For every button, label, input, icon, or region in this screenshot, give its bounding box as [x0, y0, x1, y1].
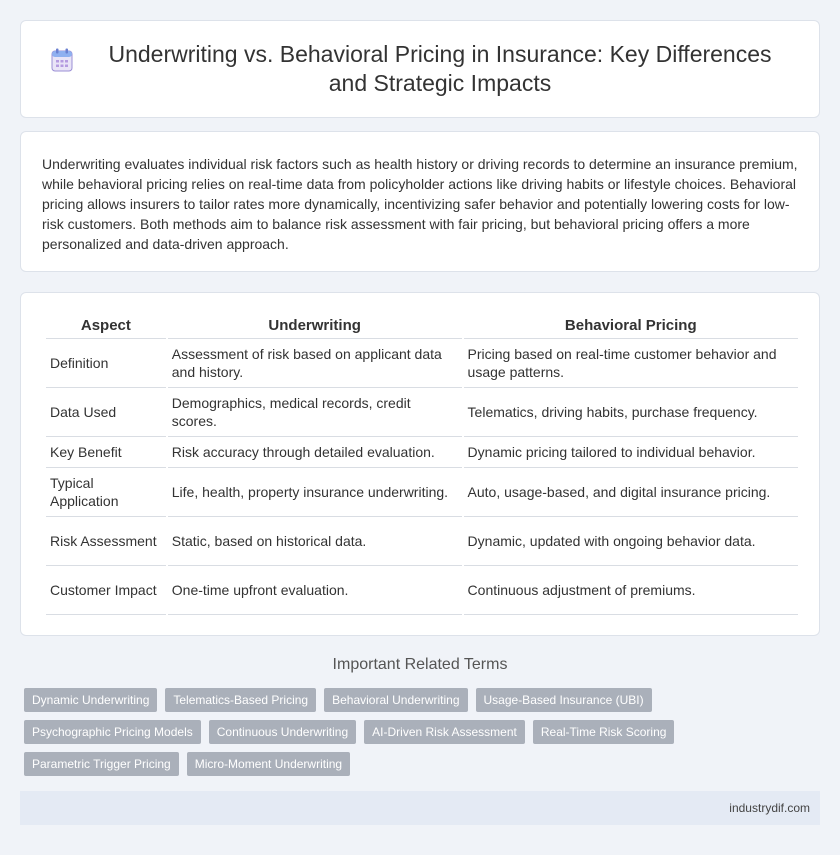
- column-header: Aspect: [46, 309, 166, 339]
- table-cell: Demographics, medical records, credit scores.: [168, 388, 462, 437]
- table-row: [46, 388, 798, 437]
- table-header-row: [46, 309, 798, 339]
- table-row: [46, 517, 798, 566]
- table-cell: Definition: [46, 339, 166, 388]
- related-term-tag[interactable]: Micro-Moment Underwriting: [187, 752, 350, 776]
- table-cell: Pricing based on real-time customer behavior and usage patterns.: [464, 339, 798, 388]
- intro-paragraph: Underwriting evaluates individual risk factors such as health history or driving records to determine an insurance premium, while behavioral pricing relies on real-time data from policyholder actions like driving habits or lifestyle choices. Behavioral pricing allows insurers to tailor rates more dynamically, incentivizing safer behavior and potentially lowering costs for low-risk customers. Both methods aim to balance risk assessment with fair pricing, but behavioral pricing offers a more personalized and data-driven approach.: [42, 156, 798, 252]
- table-row: [46, 566, 798, 615]
- table-row: [46, 468, 798, 517]
- table-cell: Typical Application: [46, 468, 166, 517]
- table-cell: One-time upfront evaluation.: [168, 566, 462, 615]
- comparison-table: [44, 309, 800, 615]
- table-cell: Risk accuracy through detailed evaluation.: [168, 437, 462, 468]
- footer-site-link[interactable]: industrydif.com: [729, 801, 810, 815]
- table-cell: Dynamic pricing tailored to individual behavior.: [464, 437, 798, 468]
- table-cell: Static, based on historical data.: [168, 517, 462, 566]
- table-cell: Customer Impact: [46, 566, 166, 615]
- related-term-tag[interactable]: Dynamic Underwriting: [24, 688, 157, 712]
- page-title: Underwriting vs. Behavioral Pricing in Insurance: Key Differences and Strategic Impacts: [108, 41, 772, 96]
- table-cell: Risk Assessment: [46, 517, 166, 566]
- related-terms-list: [24, 688, 824, 776]
- table-cell: Continuous adjustment of premiums.: [464, 566, 798, 615]
- table-cell: Data Used: [46, 388, 166, 437]
- related-term-tag[interactable]: Telematics-Based Pricing: [165, 688, 316, 712]
- table-cell: Life, health, property insurance underwriting.: [168, 468, 462, 517]
- table-cell: Key Benefit: [46, 437, 166, 468]
- intro-card: [20, 131, 820, 272]
- calendar-icon: [51, 48, 73, 72]
- related-term-tag[interactable]: Psychographic Pricing Models: [24, 720, 201, 744]
- related-terms-title: Important Related Terms: [332, 656, 508, 673]
- title-card: [20, 20, 820, 118]
- table-cell: Assessment of risk based on applicant data and history.: [168, 339, 462, 388]
- table-cell: Auto, usage-based, and digital insurance pricing.: [464, 468, 798, 517]
- table-cell: Dynamic, updated with ongoing behavior data.: [464, 517, 798, 566]
- column-header: Underwriting: [168, 309, 462, 339]
- footer: [20, 791, 820, 825]
- column-header: Behavioral Pricing: [464, 309, 798, 339]
- related-term-tag[interactable]: Behavioral Underwriting: [324, 688, 467, 712]
- table-cell: Telematics, driving habits, purchase frequency.: [464, 388, 798, 437]
- related-term-tag[interactable]: Continuous Underwriting: [209, 720, 356, 744]
- related-term-tag[interactable]: Real-Time Risk Scoring: [533, 720, 675, 744]
- table-row: [46, 437, 798, 468]
- related-term-tag[interactable]: Usage-Based Insurance (UBI): [476, 688, 652, 712]
- comparison-card: [20, 292, 820, 636]
- table-row: [46, 339, 798, 388]
- related-term-tag[interactable]: AI-Driven Risk Assessment: [364, 720, 525, 744]
- related-term-tag[interactable]: Parametric Trigger Pricing: [24, 752, 179, 776]
